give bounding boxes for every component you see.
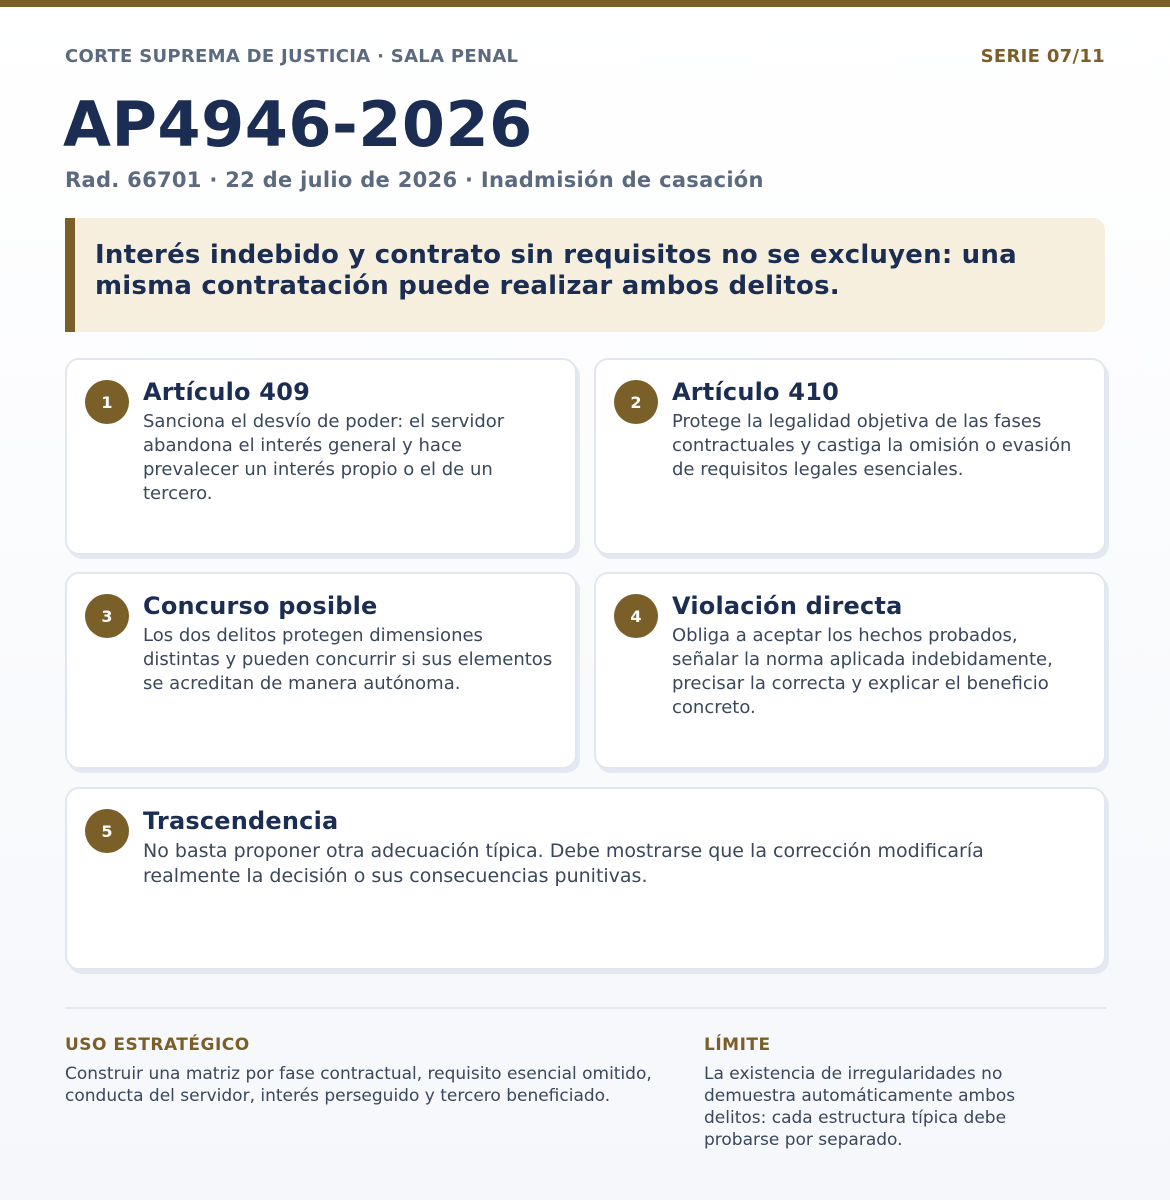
card-body: Sanciona el desvío de poder: el servidor abandona el interés general y hace prevalecer un interés propio o el de un tercero. bbox=[143, 411, 505, 504]
limit-label: LÍMITE bbox=[704, 1035, 771, 1055]
series-label: SERIE 07/11 bbox=[980, 46, 1105, 67]
card-body: Obliga a aceptar los hechos probados, señalar la norma aplicada indebidamente, precisar la correcta y explicar el beneficio concreto. bbox=[672, 625, 1053, 718]
card-body: No basta proponer otra adecuación típica. Debe mostrarse que la corrección modificaría realmente la decisión o sus consecuencias punitivas. bbox=[143, 840, 984, 887]
footer-divider bbox=[65, 1007, 1106, 1009]
point-card-violacion-directa bbox=[594, 572, 1106, 769]
point-card-concurso-posible bbox=[65, 572, 577, 769]
limit-text: La existencia de irregularidades no demuestra automáticamente ambos delitos: cada estructura típica debe probarse por separado. bbox=[704, 1064, 1016, 1150]
document-title: AP4946-2026 bbox=[63, 88, 533, 161]
document-subtitle: Rad. 66701 · 22 de julio de 2026 · Inadmisión de casación bbox=[65, 168, 764, 192]
number-badge: 3 bbox=[85, 594, 129, 638]
number-badge: 2 bbox=[614, 380, 658, 424]
card-title: Artículo 409 bbox=[143, 378, 310, 406]
card-body: Los dos delitos protegen dimensiones distintas y pueden concurrir si sus elementos se acreditan de manera autónoma. bbox=[143, 625, 553, 694]
number-badge: 1 bbox=[85, 380, 129, 424]
card-title: Violación directa bbox=[672, 592, 903, 620]
strategic-use-text: Construir una matriz por fase contractual, requisito esencial omitido, conducta del servidor, interés perseguido y tercero beneficiado. bbox=[65, 1064, 652, 1106]
key-thesis-text: Interés indebido y contrato sin requisitos no se excluyen: una misma contratación puede realizar ambos delitos. bbox=[95, 240, 1017, 301]
key-thesis-callout bbox=[65, 218, 1105, 332]
strategic-use-label: USO ESTRATÉGICO bbox=[65, 1035, 250, 1055]
number-badge: 5 bbox=[85, 809, 129, 853]
header-row bbox=[65, 46, 1105, 67]
card-title: Trascendencia bbox=[143, 807, 339, 835]
point-card-trascendencia bbox=[65, 787, 1106, 970]
card-title: Artículo 410 bbox=[672, 378, 839, 406]
point-card-articulo-410 bbox=[594, 358, 1106, 555]
court-name: CORTE SUPREMA DE JUSTICIA · SALA PENAL bbox=[65, 46, 519, 67]
point-card-articulo-409 bbox=[65, 358, 577, 555]
card-title: Concurso posible bbox=[143, 592, 378, 620]
card-body: Protege la legalidad objetiva de las fases contractuales y castiga la omisión o evasión de requisitos legales esenciales. bbox=[672, 411, 1072, 480]
number-badge: 4 bbox=[614, 594, 658, 638]
top-accent-bar bbox=[0, 0, 1170, 7]
